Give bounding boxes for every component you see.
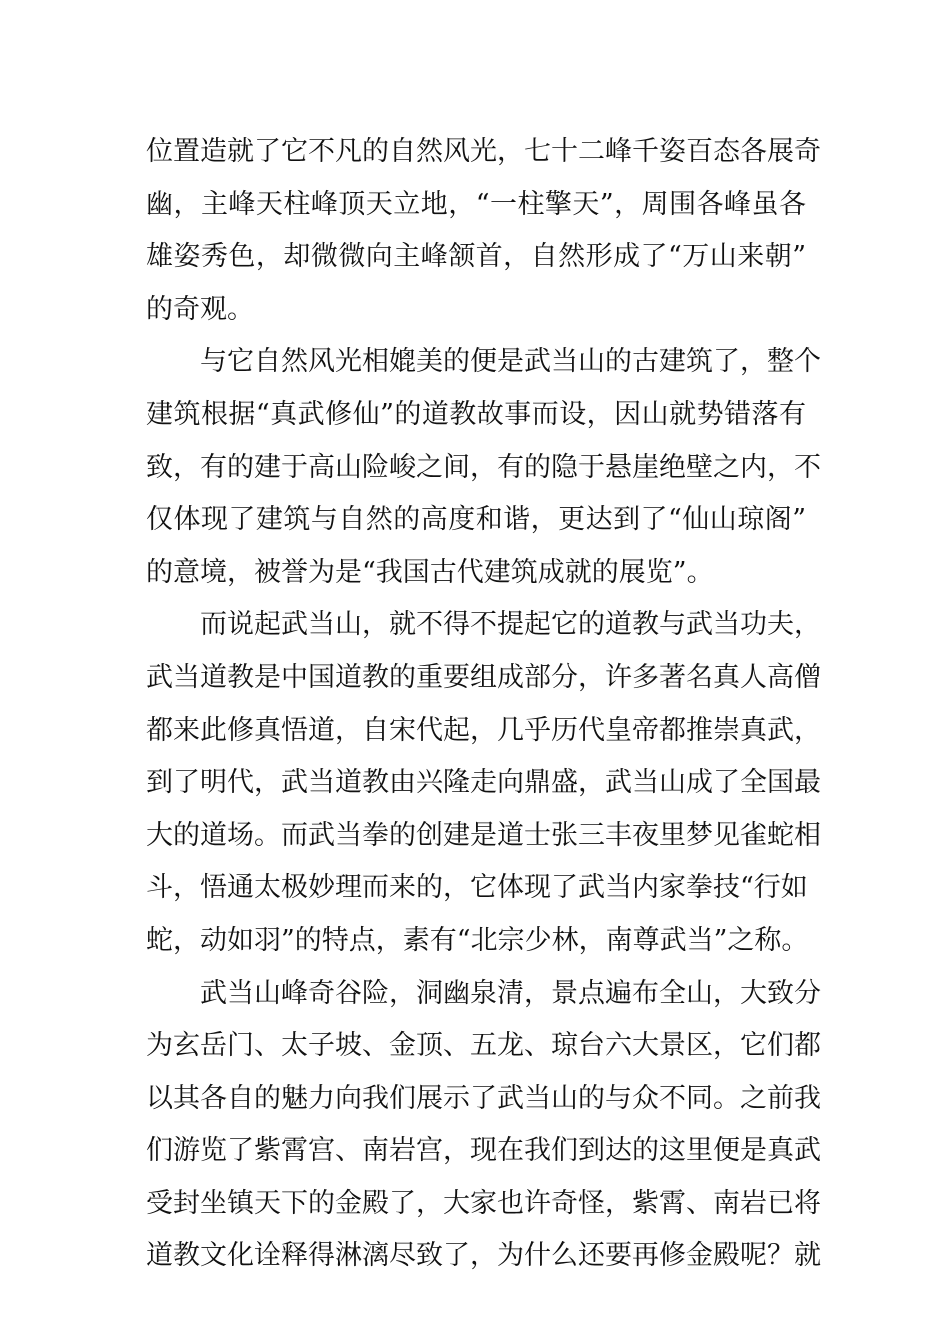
text-line: 道教文化诠释得淋漓尽致了，为什么还要再修金殿呢？就 — [146, 1240, 821, 1272]
text-line: 为玄岳门、太子坡、金顶、五龙、琼台六大景区，它们都 — [146, 1030, 821, 1062]
text-line: 大的道场。而武当拳的创建是道士张三丰夜里梦见雀蛇相 — [146, 819, 821, 851]
text-line: 位置造就了它不凡的自然风光，七十二峰千姿百态各展奇 — [146, 136, 821, 167]
text-line: 的奇观。 — [146, 293, 254, 325]
body-text — [146, 126, 821, 1283]
text-line: 建筑根据“真武修仙”的道教故事而设，因山就势错落有 — [146, 398, 806, 430]
text-line: 都来此修真悟道，自宋代起，几乎历代皇帝都推崇真武， — [146, 714, 821, 746]
text-line: 仅体现了建筑与自然的高度和谐，更达到了“仙山琼阁” — [146, 504, 806, 536]
text-line: 们游览了紫霄宫、南岩宫，现在我们到达的这里便是真武 — [146, 1135, 821, 1167]
text-line: 武当道教是中国道教的重要组成部分，许多著名真人高僧 — [146, 661, 821, 693]
text-line: 而说起武当山，就不得不提起它的道教与武当功夫， — [146, 609, 821, 641]
text-line: 幽，主峰天柱峰顶天立地，“一柱擎天”，周围各峰虽各 — [146, 188, 806, 220]
text-line: 雄姿秀色，却微微向主峰颔首，自然形成了“万山来朝” — [146, 241, 806, 273]
text-line: 到了明代，武当道教由兴隆走向鼎盛，武当山成了全国最 — [146, 767, 821, 799]
paragraph-4 — [146, 968, 821, 1284]
text-line: 蛇，动如羽”的特点，素有“北宗少林，南尊武当”之称。 — [146, 924, 809, 956]
paragraph-3 — [146, 599, 821, 967]
text-line: 武当山峰奇谷险，洞幽泉清，景点遍布全山，大致分 — [146, 977, 821, 1009]
paragraph-1 — [146, 126, 821, 336]
text-line: 受封坐镇天下的金殿了，大家也许奇怪，紫霄、南岩已将 — [146, 1187, 821, 1219]
text-line: 以其各自的魅力向我们展示了武当山的与众不同。之前我 — [146, 1082, 821, 1114]
text-line: 的意境，被誉为是“我国古代建筑成就的展览”。 — [146, 556, 714, 588]
text-line: 与它自然风光相媲美的便是武当山的古建筑了，整个 — [146, 346, 821, 378]
paragraph-2 — [146, 336, 821, 599]
text-line: 斗，悟通太极妙理而来的，它体现了武当内家拳技“行如 — [146, 872, 808, 904]
text-line: 致，有的建于高山险峻之间，有的隐于悬崖绝壁之内，不 — [146, 451, 821, 483]
